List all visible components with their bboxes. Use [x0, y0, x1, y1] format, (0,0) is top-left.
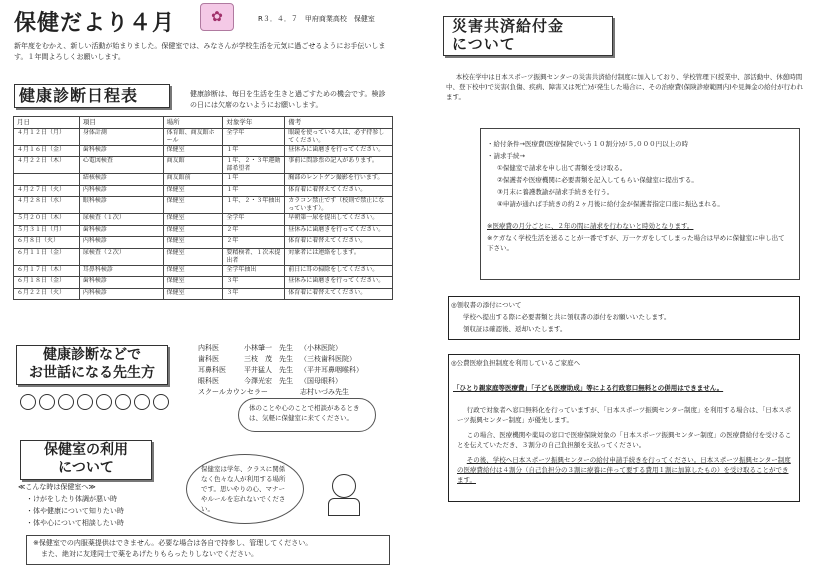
doctor-row [198, 365, 398, 376]
cell-date: ６月１７日（木） [14, 265, 80, 277]
cell-notes: 昼休みに歯磨きを行ってください。 [285, 225, 393, 237]
cell-notes: 胸部のレントゲン撮影を行います。 [285, 174, 393, 186]
nurse-illustration [320, 470, 366, 516]
cell-date: ６月８日（火） [14, 237, 80, 249]
disaster-intro: 本校在学中は日本スポーツ振興センターの災害共済給付制度に加入しており、学校管理下(授業中、部活動中、休憩時間中、登下校中)で災害(負傷、疾病、障害又は死亡)が発生した場合に、その治療費(保険診療範囲内)や見舞金の給付が行われます。 [446, 73, 804, 101]
doctor-name [244, 387, 300, 398]
benefit-injury-note: ※ケガなく学校生活を送ることが一番ですが、万一ケガをしてしまった場合は早めに保健室に申し出て下さい。 [487, 234, 785, 252]
cell-place: 保健室 [163, 237, 223, 249]
cell-place: 保健室 [163, 214, 223, 226]
cell-grade: １年、２・３年抽出 [223, 197, 285, 214]
doctor-specialty: 内科医 [198, 344, 219, 352]
cell-item: 心電図検査 [79, 157, 163, 174]
doctor-row [198, 387, 398, 398]
intro-text: 新年度をむかえ、新しい活動が始まりました。保健室では、みなさんが学校生活を元気に過ごせるようにお手伝いします。１年間よろしくお願いします。 [14, 42, 386, 61]
flower-stamp-icon: ✿ [200, 3, 234, 31]
child-face-icon [58, 394, 74, 410]
table-row [14, 145, 393, 157]
usage-title-line2: について [58, 460, 114, 476]
table-row [14, 185, 393, 197]
usage-title-line1: 保健室の利用 [44, 442, 128, 458]
cell-date: ４月１６日（金） [14, 145, 80, 157]
cell-date: ５月２０日（木） [14, 214, 80, 226]
cell-place: 保健室 [163, 225, 223, 237]
medicine-notice [26, 535, 390, 565]
cell-notes: 昼休みに歯磨きを行ってください。 [285, 277, 393, 289]
doctor-name: 小林肇一 先生 [244, 344, 293, 352]
doctors-title-line2: お世話になる先生方 [29, 365, 155, 381]
schedule-note: 健康診断は、毎日を生活を生きと過ごすための機会です。検診の日には欠席のないようにお願いします。 [190, 90, 386, 109]
cell-date: ６月２２日（火） [14, 288, 80, 300]
child-face-icon [134, 394, 150, 410]
doctor-row [198, 343, 398, 354]
cell-place: 保健室 [163, 288, 223, 300]
doctor-clinic: 志村いづみ先生 [300, 388, 349, 396]
cell-date: ４月２７日（火） [14, 185, 80, 197]
cell-grade: 全学年 [223, 214, 285, 226]
public-support-para1: 行政で対象者へ窓口無料化を行っていますが、「日本スポーツ振興センター制度」を利用する場合は、「日本スポーツ振興センター制度」が優先します。 [457, 406, 792, 424]
cell-item: 歯科検診 [79, 145, 163, 157]
doctor-name: 三枝 茂 先生 [244, 355, 293, 363]
benefit-step-4: ④申請が通れば手続きの約２ヶ月後に給付金が保護者指定口座に振込まれる。 [497, 200, 724, 208]
disaster-title-line2: について [452, 35, 516, 53]
receipt-line1: 学校へ提出する際に必要書類と共に領収書の添付をお願いいたします。 [463, 313, 671, 321]
cell-item: 内科検診 [79, 185, 163, 197]
manners-bubble-text: 保健室は学年、クラスに関係なく色々な人が利用する場所です。思いやりの心、マナーやルールを忘れないでください。 [201, 465, 286, 513]
table-row [14, 174, 393, 186]
table-row [14, 128, 393, 145]
disaster-title [443, 16, 613, 56]
cell-date: ４月２２日（木） [14, 157, 80, 174]
cell-grade: １年 [223, 185, 285, 197]
table-row [14, 197, 393, 214]
cell-place: 体育館、商友館ホール [163, 128, 223, 145]
doctor-name: 平井猛人 先生 [244, 366, 293, 374]
benefit-step-2: ②保護者や医療機関に必要書類を記入してもらい保健室に提出する。 [497, 176, 698, 184]
date-school: R３．４．７ 甲府商業高校 保健室 [258, 15, 375, 23]
cell-notes: 体育着に着替えてください。 [285, 237, 393, 249]
child-face-icon [153, 394, 169, 410]
cell-notes: 前日に耳の掃除をしてください。 [285, 265, 393, 277]
table-row [14, 157, 393, 174]
cell-grade: ３年 [223, 277, 285, 289]
cell-grade: 全学年抽出 [223, 265, 285, 277]
cell-date: ４月２８日（水） [14, 197, 80, 214]
doctor-specialty: 歯科医 [198, 355, 219, 363]
cell-date: ６月１８日（金） [14, 277, 80, 289]
receipt-title: ◎領収書の添付について [451, 301, 522, 309]
doctor-name: 今澤光宏 先生 [244, 377, 293, 385]
child-face-icon [115, 394, 131, 410]
disaster-title-line1: 災害共済給付金 [452, 17, 565, 35]
nurse-face-icon [332, 474, 356, 498]
doctor-clinic: （平井耳鼻咽喉科） [300, 366, 363, 374]
benefit-expiry-note: ※医療費の月分ごとに、２年の間に請求を行わないと時効となります。 [487, 222, 694, 230]
cell-item: 眼科検診 [79, 197, 163, 214]
cell-item: 結核検診 [79, 174, 163, 186]
cell-grade: 要精検者、１次未提出者 [223, 248, 285, 265]
usage-item-2: ・体や健康について知りたい時 [26, 507, 124, 515]
cell-place: 商友館前 [163, 174, 223, 186]
cell-grade: ３年 [223, 288, 285, 300]
cell-place: 保健室 [163, 265, 223, 277]
table-row [14, 277, 393, 289]
cell-grade: ２年 [223, 225, 285, 237]
doctor-specialty: スクールカウンセラー [198, 388, 268, 396]
child-face-icon [20, 394, 36, 410]
schedule-table [13, 116, 393, 300]
cell-item: 内科検診 [79, 237, 163, 249]
col-grade: 対象学年 [223, 117, 285, 129]
col-date: 月日 [14, 117, 80, 129]
schedule-title: 健康診断日程表 [14, 84, 170, 108]
public-support-para2: この場合、医療機関や薬局の窓口で医療保険対象の「日本スポーツ振興センター制度」の医療費給付を受けることを伝えていただき、３割分の自己負担額を支払ってください。 [457, 431, 792, 449]
cell-notes: 事前に問診票の記入があります。 [285, 157, 393, 174]
doctor-row [198, 354, 398, 365]
usage-item-1: ・けがをしたり体調が悪い時 [26, 495, 117, 503]
benefit-box [480, 128, 800, 280]
cell-date: ５月３１日（月） [14, 225, 80, 237]
col-item: 項目 [79, 117, 163, 129]
cell-notes: 早朝第一尿を提出してください。 [285, 214, 393, 226]
table-row [14, 248, 393, 265]
doctor-clinic: （三枝歯科医院） [300, 355, 356, 363]
table-row [14, 265, 393, 277]
cell-notes: 体育着に着替えてください。 [285, 185, 393, 197]
children-illustration [20, 394, 180, 412]
cell-notes: 体育着に着替えてください。 [285, 288, 393, 300]
cell-grade: 全学年 [223, 128, 285, 145]
cell-notes: 対象者には連絡をします。 [285, 248, 393, 265]
child-face-icon [77, 394, 93, 410]
cell-item: 歯科検診 [79, 225, 163, 237]
benefit-step-1: ①保健室で請求を申し出て書類を受け取る。 [497, 164, 627, 172]
usage-when-heading: ≪こんな時は保健室へ≫ [18, 483, 96, 491]
cell-notes: 昼休みに歯磨きを行ってください。 [285, 145, 393, 157]
usage-title [20, 440, 152, 480]
cell-item: 歯科検診 [79, 277, 163, 289]
child-face-icon [39, 394, 55, 410]
cell-grade: １年 [223, 174, 285, 186]
medicine-notice-line2: また、絶対に友達同士で薬をあげたりもらったりしないでください。 [41, 550, 258, 558]
public-support-box [448, 354, 800, 502]
page-title: 保健だより４月 [14, 11, 176, 36]
cell-notes: カラコン禁止です（校則で禁止になっています）。 [285, 197, 393, 214]
doctor-specialty: 耳鼻科医 [198, 366, 226, 374]
benefit-procedure: ・請求手続→ [487, 152, 525, 160]
cell-notes: 眼鏡を使っている人は、必ず持参してください。 [285, 128, 393, 145]
cell-place: 保健室 [163, 277, 223, 289]
cell-grade: １年 [223, 145, 285, 157]
cell-item: 尿検査（２次） [79, 248, 163, 265]
cell-place: 保健室 [163, 197, 223, 214]
manners-bubble [186, 454, 304, 524]
cell-place: 保健室 [163, 185, 223, 197]
cell-date: ６月１１日（金） [14, 248, 80, 265]
doctors-title [16, 345, 168, 385]
cell-date: ４月１２日（月） [14, 128, 80, 145]
doctor-specialty: 眼科医 [198, 377, 219, 385]
table-row [14, 214, 393, 226]
col-place: 場所 [163, 117, 223, 129]
col-notes: 備考 [285, 117, 393, 129]
cell-item: 身体計測 [79, 128, 163, 145]
public-support-highlight: 「ひとり親家庭等医療費」「子ども医療助成」等による行政窓口無料との併用はできません。 [453, 384, 724, 392]
benefit-step-3: ③月末に養護教諭が請求手続きを行う。 [497, 188, 614, 196]
cell-place: 保健室 [163, 145, 223, 157]
doctor-row [198, 376, 398, 387]
cell-date [14, 174, 80, 186]
child-face-icon [96, 394, 112, 410]
cell-grade: １年、２・３年運動部希望者 [223, 157, 285, 174]
cell-item: 内科検診 [79, 288, 163, 300]
doctor-clinic: （国母眼科） [300, 377, 342, 385]
table-row [14, 225, 393, 237]
cell-grade: ２年 [223, 237, 285, 249]
usage-item-3: ・体や心について相談したい時 [26, 519, 124, 527]
medicine-notice-line1: ※保健室での内服薬提供はできません。必要な場合は各自で持参し、管理してください。 [33, 539, 313, 547]
doctor-list [198, 343, 398, 398]
doctors-title-line1: 健康診断などで [43, 347, 141, 363]
cell-place: 保健室 [163, 248, 223, 265]
doctor-clinic: （小林医院） [300, 344, 342, 352]
public-support-para3: その後、学校へ日本スポーツ振興センターの給付申請手続きを行ってください。日本スポーツ振興センター制度の医療費給付は４割分（自己負担分の３割に療養に伴って要する費用１割に加算したもの）を受け取ることができます。 [457, 456, 791, 484]
consult-bubble-text: 体のことや心のことで相談があるときは、気軽に保健室に来てください。 [249, 404, 360, 422]
consult-bubble [238, 398, 376, 432]
public-support-title: ◎公費医療負担制度を利用しているご家庭へ [451, 359, 581, 367]
table-row [14, 237, 393, 249]
benefit-condition: ・給付条件→医療費(医療保険でいう１０割分)が５,０００円以上の時 [487, 140, 689, 148]
cell-item: 耳鼻科検診 [79, 265, 163, 277]
table-row [14, 288, 393, 300]
receipt-box [448, 296, 800, 340]
receipt-line2: 領収証は確認後、返却いたします。 [463, 325, 567, 333]
cell-item: 尿検査（１次） [79, 214, 163, 226]
table-header-row [14, 117, 393, 129]
cell-place: 商友館 [163, 157, 223, 174]
